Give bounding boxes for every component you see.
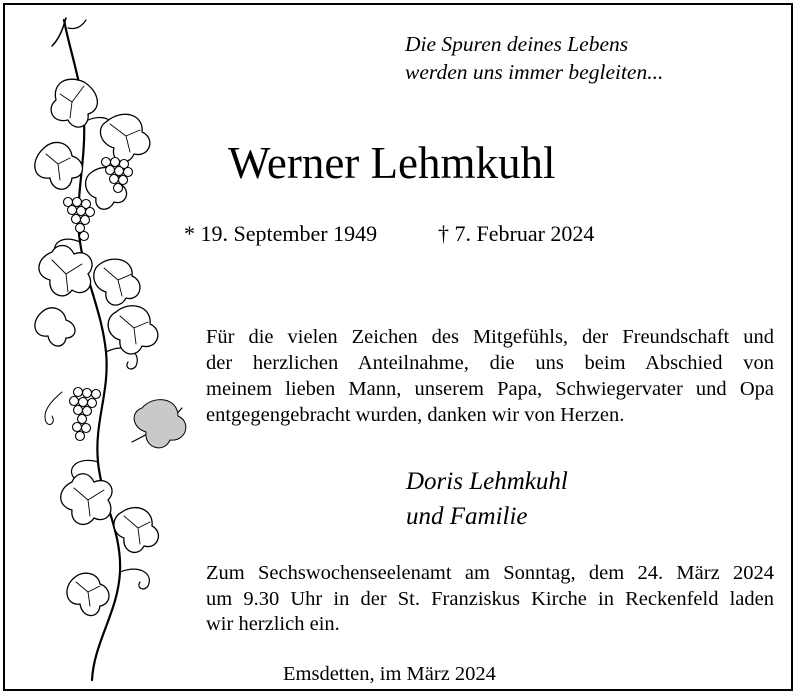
- thanks-line: meinem lieben Mann, unserem Papa, Schwiegervater und Opa: [206, 378, 774, 400]
- service-line: um 9.30 Uhr in der St. Franziskus Kirche in Reckenfeld laden: [206, 587, 774, 610]
- signature-line: Doris Lehmkuhl: [406, 468, 568, 495]
- motto-line: Die Spuren deines Lebens: [405, 32, 629, 56]
- service-line: wir herzlich ein.: [206, 613, 340, 635]
- place-and-date: Emsdetten, im März 2024: [283, 663, 496, 685]
- memorial-motto: [405, 30, 663, 86]
- signature-line: und Familie: [406, 503, 528, 530]
- grapevine-illustration: [22, 12, 202, 684]
- motto-line: werden uns immer begleiten...: [405, 60, 664, 84]
- deceased-name: Werner Lehmkuhl: [228, 138, 556, 188]
- thanks-paragraph: [206, 324, 774, 428]
- service-line: Zum Sechswochenseelenamt am Sonntag, dem 24. März 2024: [206, 562, 774, 584]
- family-signature: [406, 464, 568, 534]
- death-date: † 7. Februar 2024: [438, 221, 595, 246]
- thanks-line: der herzlichen Anteilnahme, die uns beim Abschied von: [206, 352, 774, 374]
- thanks-line: entgegengebracht wurden, danken wir von Herzen.: [206, 404, 625, 426]
- birth-date: * 19. September 1949: [184, 221, 378, 246]
- thanks-line: Für die vielen Zeichen des Mitgefühls, der Freundschaft und: [206, 326, 774, 348]
- memorial-service-invitation: [206, 561, 774, 638]
